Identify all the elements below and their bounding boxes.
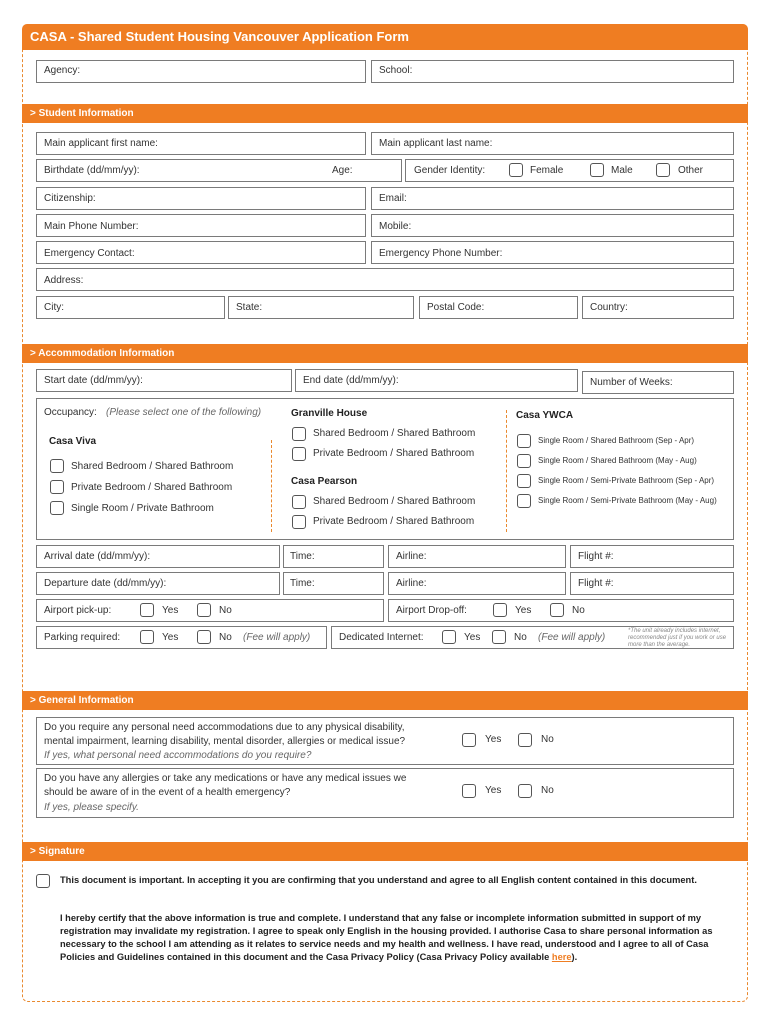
school-field[interactable]	[371, 60, 734, 83]
internet-fee-note: (Fee will apply)	[538, 632, 606, 643]
q2-no-label: No	[541, 785, 554, 796]
agency-field[interactable]	[36, 60, 366, 83]
important-statement: This document is important. In accepting it you are confirming that you understand and agree to all English content contained in this document.	[60, 875, 697, 885]
address-label: Address:	[44, 275, 84, 286]
certification-text: I hereby certify that the above information is true and complete. I understand that any false or incomplete information submitted in support of my registration may invalidate my registration. I agree to speak only English in the housing provided. I authorise Casa to share personal information as necessary to the school I am attending as it relates to service needs and my health and wellness. I have read, understood and I agree to all of Casa Policies and Guidelines contained in this document and the Casa Privacy Policy (Casa Privacy Policy available	[60, 913, 713, 962]
weeks-label: Number of Weeks:	[590, 377, 673, 388]
q2-yes-label: Yes	[485, 785, 502, 796]
parking-label: Parking required:	[44, 632, 121, 643]
ywca-option-label: Single Room / Semi-Private Bathroom (Sep - Apr)	[538, 476, 715, 485]
ywca-option-label: Single Room / Shared Bathroom (Sep - Apr)	[538, 436, 695, 445]
q1-no-label: No	[541, 734, 554, 745]
first-name-label: Main applicant first name:	[44, 138, 158, 149]
viva-option-label: Single Room / Private Bathroom	[71, 503, 214, 514]
parking-yes-label: Yes	[162, 632, 179, 643]
ywca-option-3-checkbox[interactable]	[517, 474, 531, 488]
pearson-option-label: Shared Bedroom / Shared Bathroom	[313, 496, 476, 507]
certification-end: ).	[571, 952, 578, 962]
q1-line1: Do you require any personal need accommodations due to any physical disability,	[44, 722, 405, 733]
arrival-date-label: Arrival date (dd/mm/yy):	[44, 551, 151, 562]
parking-yes-checkbox[interactable]	[140, 630, 154, 644]
gender-label: Gender Identity:	[414, 165, 486, 176]
casa-viva-heading: Casa Viva	[49, 436, 97, 447]
q1-yes-checkbox[interactable]	[462, 733, 476, 747]
section-accommodation-info: > Accommodation Information	[22, 344, 748, 363]
last-name-label: Main applicant last name:	[379, 138, 493, 149]
arrival-airline-label: Airline:	[396, 551, 427, 562]
ywca-option-label: Single Room / Shared Bathroom (May - Aug)	[538, 456, 697, 465]
departure-time-label: Time:	[290, 578, 315, 589]
parking-fee-note: (Fee will apply)	[243, 632, 311, 643]
male-label: Male	[611, 165, 633, 176]
pickup-no-checkbox[interactable]	[197, 603, 211, 617]
male-checkbox[interactable]	[590, 163, 604, 177]
viva-option-label: Shared Bedroom / Shared Bathroom	[71, 461, 234, 472]
q1-no-checkbox[interactable]	[518, 733, 532, 747]
occupancy-divider-right	[506, 410, 507, 532]
ywca-option-label: Single Room / Semi-Private Bathroom (May - Aug)	[538, 496, 717, 505]
viva-option-3-checkbox[interactable]	[50, 501, 64, 515]
certification-statement	[60, 912, 732, 964]
phone-label: Main Phone Number:	[44, 221, 139, 232]
departure-flight-label: Flight #:	[578, 578, 614, 589]
viva-option-2-checkbox[interactable]	[50, 480, 64, 494]
school-label: School:	[379, 65, 413, 76]
q2-no-checkbox[interactable]	[518, 784, 532, 798]
form-title: CASA - Shared Student Housing Vancouver Application Form	[22, 24, 748, 50]
q2-line2: should be aware of in the event of a health emergency?	[44, 787, 291, 798]
pickup-yes-label: Yes	[162, 605, 179, 616]
parking-no-checkbox[interactable]	[197, 630, 211, 644]
female-label: Female	[530, 165, 564, 176]
occupancy-label: Occupancy:	[44, 407, 97, 418]
departure-date-label: Departure date (dd/mm/yy):	[44, 578, 167, 589]
agency-label: Agency:	[44, 65, 81, 76]
dropoff-yes-label: Yes	[515, 605, 532, 616]
other-label: Other	[678, 165, 704, 176]
granville-option-2-checkbox[interactable]	[292, 447, 306, 461]
ywca-option-4-checkbox[interactable]	[517, 494, 531, 508]
departure-airline-label: Airline:	[396, 578, 427, 589]
dropoff-label: Airport Drop-off:	[396, 605, 467, 616]
parking-no-label: No	[219, 632, 232, 643]
granville-heading: Granville House	[291, 408, 368, 419]
occupancy-hint: (Please select one of the following)	[106, 407, 262, 418]
address-field[interactable]	[36, 268, 734, 291]
end-date-label: End date (dd/mm/yy):	[303, 375, 399, 386]
viva-option-label: Private Bedroom / Shared Bathroom	[71, 482, 233, 493]
emergency-phone-label: Emergency Phone Number:	[379, 248, 503, 259]
q1-yes-label: Yes	[485, 734, 502, 745]
q1-line2: mental impairment, learning disability, mental disorder, allergies or medical issue?	[44, 736, 406, 747]
q1-hint: If yes, what personal need accommodations do you require?	[44, 750, 312, 761]
pearson-heading: Casa Pearson	[291, 476, 358, 487]
arrival-flight-label: Flight #:	[578, 551, 614, 562]
country-label: Country:	[590, 302, 628, 313]
state-label: State:	[236, 302, 263, 313]
dropoff-no-checkbox[interactable]	[550, 603, 564, 617]
q2-yes-checkbox[interactable]	[462, 784, 476, 798]
email-label: Email:	[379, 193, 407, 204]
granville-option-label: Shared Bedroom / Shared Bathroom	[313, 428, 476, 439]
privacy-policy-link[interactable]: here	[551, 952, 572, 962]
mobile-field[interactable]	[371, 214, 734, 237]
ywca-heading: Casa YWCA	[516, 410, 574, 421]
ywca-option-1-checkbox[interactable]	[517, 434, 531, 448]
email-field[interactable]	[371, 187, 734, 210]
internet-no-checkbox[interactable]	[492, 630, 506, 644]
pearson-option-label: Private Bedroom / Shared Bathroom	[313, 516, 475, 527]
postal-code-label: Postal Code:	[427, 302, 485, 313]
viva-option-1-checkbox[interactable]	[50, 459, 64, 473]
granville-option-1-checkbox[interactable]	[292, 427, 306, 441]
section-signature: > Signature	[22, 842, 748, 861]
q2-hint: If yes, please specify.	[44, 802, 139, 813]
age-label: Age:	[332, 165, 353, 176]
dropoff-no-label: No	[572, 605, 585, 616]
other-checkbox[interactable]	[656, 163, 670, 177]
internet-yes-label: Yes	[464, 632, 481, 643]
ywca-option-2-checkbox[interactable]	[517, 454, 531, 468]
pickup-label: Airport pick-up:	[44, 605, 112, 616]
mobile-label: Mobile:	[379, 221, 412, 232]
granville-option-label: Private Bedroom / Shared Bathroom	[313, 448, 475, 459]
occupancy-divider-left	[271, 440, 272, 532]
citizenship-label: Citizenship:	[44, 193, 96, 204]
birthdate-label: Birthdate (dd/mm/yy):	[44, 165, 140, 176]
arrival-time-label: Time:	[290, 551, 315, 562]
section-general-info: > General Information	[22, 691, 748, 710]
pickup-yes-checkbox[interactable]	[140, 603, 154, 617]
emergency-contact-label: Emergency Contact:	[44, 248, 135, 259]
section-student-info: > Student Information	[22, 104, 748, 123]
internet-yes-checkbox[interactable]	[442, 630, 456, 644]
internet-no-label: No	[514, 632, 527, 643]
city-label: City:	[44, 302, 64, 313]
internet-label: Dedicated Internet:	[339, 632, 424, 643]
dropoff-yes-checkbox[interactable]	[493, 603, 507, 617]
pickup-no-label: No	[219, 605, 232, 616]
city-field[interactable]	[36, 296, 225, 319]
agreement-checkbox[interactable]	[36, 874, 50, 888]
q2-line1: Do you have any allergies or take any medications or have any medical issues we	[44, 773, 407, 784]
pearson-option-1-checkbox[interactable]	[292, 495, 306, 509]
female-checkbox[interactable]	[509, 163, 523, 177]
pearson-option-2-checkbox[interactable]	[292, 515, 306, 529]
internet-footnote: *The unit already includes internet, recommended just if you work or use more than the average.	[628, 628, 727, 648]
start-date-label: Start date (dd/mm/yy):	[44, 375, 143, 386]
